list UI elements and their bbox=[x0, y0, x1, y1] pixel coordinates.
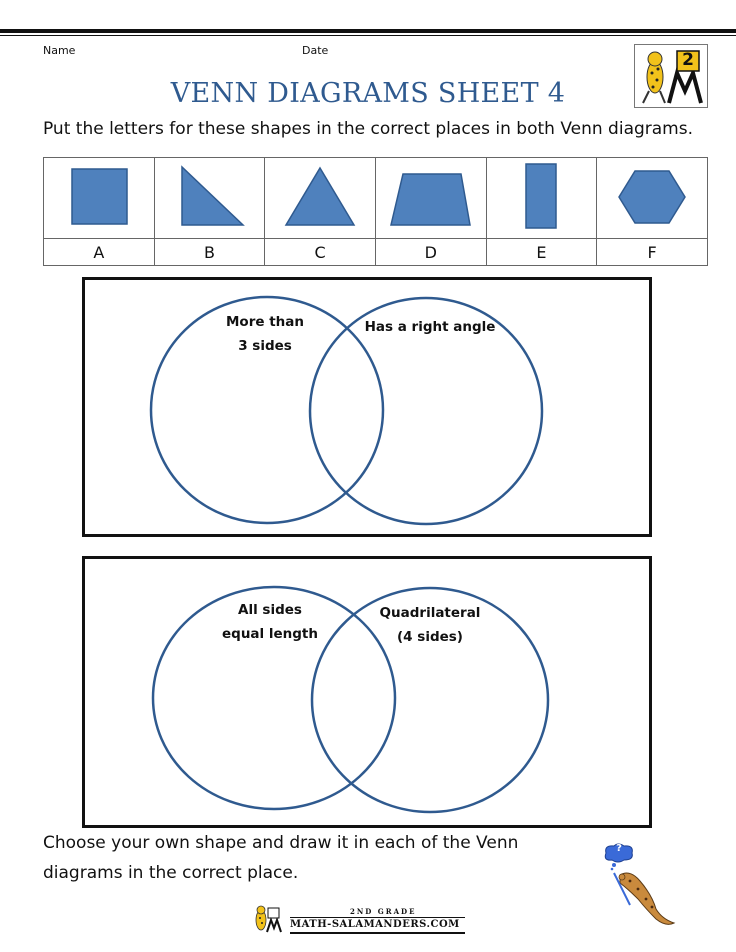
venn-2-right-label-line2: (4 sides) bbox=[397, 629, 463, 645]
shape-cell-f bbox=[597, 158, 708, 239]
right-triangle-shape bbox=[169, 161, 249, 231]
top-rule-thin bbox=[0, 35, 736, 36]
salamander-icon bbox=[600, 843, 690, 933]
instruction-text: Put the letters for these shapes in the correct places in both Venn diagrams. bbox=[42, 119, 694, 139]
date-label: Date bbox=[302, 44, 329, 57]
shape-letter-f: F bbox=[597, 239, 708, 266]
bottom-instruction bbox=[43, 828, 563, 888]
rectangle-shape bbox=[516, 161, 566, 231]
shape-row bbox=[44, 158, 708, 239]
shape-letter-e: E bbox=[486, 239, 597, 266]
triangle-shape bbox=[280, 161, 360, 231]
venn-1-left-label-line1: More than bbox=[225, 314, 304, 330]
shape-cell-e bbox=[486, 158, 597, 239]
venn-2-left-label-line2: equal length bbox=[222, 626, 318, 642]
thinking-salamander bbox=[600, 843, 690, 933]
venn-1-left-label bbox=[205, 310, 325, 358]
shape-cell-a bbox=[44, 158, 155, 239]
venn-2-left-label bbox=[205, 598, 335, 646]
shape-cell-b bbox=[154, 158, 265, 239]
venn-diagram-1 bbox=[82, 277, 652, 537]
shape-letter-d: D bbox=[375, 239, 486, 266]
venn-1-right-label: Has a right angle bbox=[364, 319, 496, 335]
letter-row bbox=[44, 239, 708, 266]
footer-salamander-icon bbox=[252, 904, 282, 934]
venn-2-right-label bbox=[365, 601, 495, 649]
footer-site-text: MATH-SALAMANDERS.COM bbox=[290, 919, 460, 930]
shape-cell-c bbox=[265, 158, 376, 239]
trapezoid-shape bbox=[386, 161, 476, 231]
grade-badge-number: 2 bbox=[682, 50, 694, 70]
square-shape bbox=[64, 161, 134, 231]
bottom-instruction-line2: diagrams in the correct place. bbox=[43, 863, 299, 883]
question-mark: ? bbox=[616, 843, 622, 854]
page-title: VENN DIAGRAMS SHEET 4 bbox=[170, 78, 566, 109]
shape-letter-a: A bbox=[44, 239, 155, 266]
venn-2-right-label-line1: Quadrilateral bbox=[379, 605, 481, 621]
venn-2-left-label-line1: All sides bbox=[238, 602, 302, 618]
footer-rule bbox=[290, 917, 465, 918]
shapes-table bbox=[43, 157, 708, 266]
hexagon-shape bbox=[612, 161, 692, 231]
top-rule-thick bbox=[0, 29, 736, 33]
shape-cell-d bbox=[375, 158, 486, 239]
venn-2-circles bbox=[85, 559, 649, 825]
footer-logo bbox=[252, 904, 282, 934]
bottom-instruction-line1: Choose your own shape and draw it in each of the Venn bbox=[43, 833, 519, 853]
shape-letter-b: B bbox=[154, 239, 265, 266]
venn-1-left-label-line2: 3 sides bbox=[238, 338, 292, 354]
footer-grade-text: 2ND GRADE bbox=[350, 907, 417, 916]
venn-diagram-2 bbox=[82, 556, 652, 828]
name-label: Name bbox=[43, 44, 76, 57]
shape-letter-c: C bbox=[265, 239, 376, 266]
footer-underline bbox=[290, 932, 465, 934]
